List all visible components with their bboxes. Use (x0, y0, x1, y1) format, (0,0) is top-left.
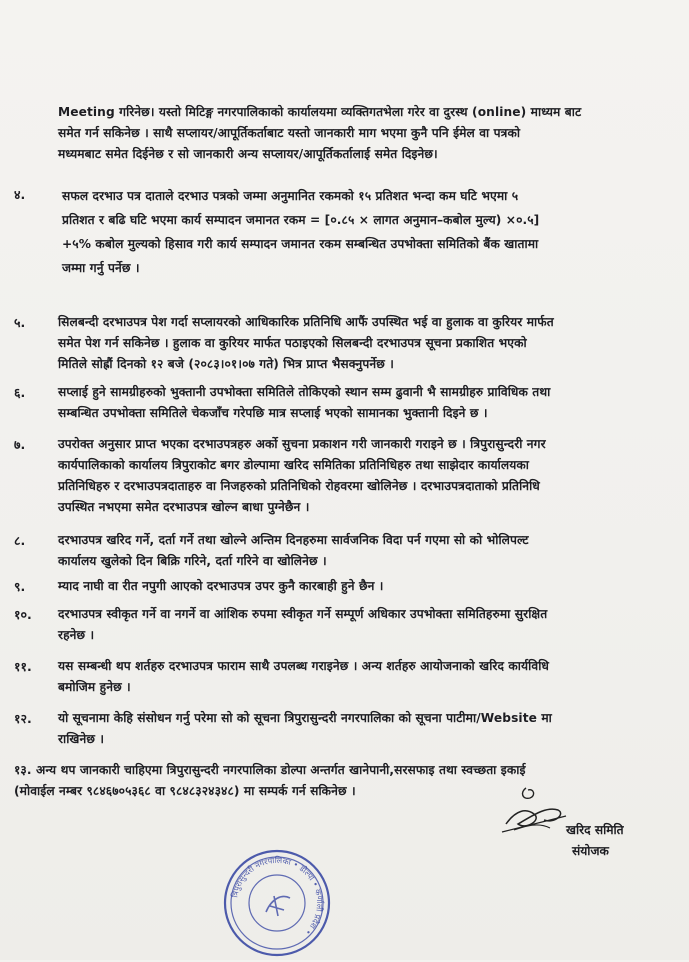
signature-position: संयोजक (572, 844, 609, 858)
item-line: उपरोक्त अनुसार प्राप्त भएका दरभाउपत्रहरु अर्को सुचना प्रकाशन गरी जानकारी गराइने छ । त्रिपुरासुन्दरी नगर (58, 437, 546, 451)
item-number: ११. (14, 659, 32, 674)
item-8-paragraph (58, 530, 650, 572)
item-number: ८. (14, 533, 26, 548)
item-5-paragraph (58, 312, 650, 375)
item-line: कार्यपालिकाको कार्यालय त्रिपुराकोट बगर डोल्पामा खरिद समितिका प्रतिनिधिहरु तथा साझेदार कार्यालयका (58, 458, 530, 472)
item-number: १२. (14, 711, 32, 726)
intro-line: समेत गर्न सकिनेछ । साथै सप्लायर/आपूर्तिकर्ताबाट यस्तो जानकारी माग भएमा कुनै पनि ईमेल वा पत्रको (58, 126, 521, 140)
item-line: उपस्थित नभएमा समेत दरभाउपत्र खोल्न बाधा पुग्नेछैन । (58, 500, 310, 514)
item-line: प्रतिनिधिहरु र दरभाउपत्रदाताहरु वा निजहरुको प्रतिनिधिको रोहवरमा खोलिनेछ । दरभाउपत्रदाताको प्रतिनिधि (58, 479, 540, 493)
item-number: १०. (14, 607, 32, 622)
item-line: यो सूचनामा केहि संसोधन गर्नु परेमा सो को सूचना त्रिपुरासुन्दरी नगरपालिका को सूचना पाटीमा/Website मा (58, 711, 552, 725)
item-line: सम्बन्धित उपभोक्ता समितिले चेकजाँच गरेपछि मात्र सप्लाई भएको सामानका भुक्तानी दिइने छ । (58, 406, 488, 420)
item-line: दरभाउपत्र खरिद गर्ने, दर्ता गर्ने तथा खोल्ने अन्तिम दिनहरुमा सार्वजनिक विदा पर्न गएमा सो को भोलिपल्ट (58, 533, 529, 547)
item-9-paragraph (58, 576, 650, 597)
item-line: सप्लाई हुने सामग्रीहरुको भुक्तानी उपभोक्ता समितिले तोकिएको स्थान सम्म ढुवानी भै सामग्रीहरु प्राविधिक तथा (58, 385, 551, 399)
svg-text:त्रिपुरासुन्दरी नगरपालिका • डो: त्रिपुरासुन्दरी नगरपालिका • डोल्पा • कर्णाली प्रदेश • (230, 855, 325, 937)
intro-paragraph (58, 102, 650, 165)
item-line: बमोजिम हुनेछ । (58, 680, 131, 694)
item-7-paragraph (58, 434, 650, 518)
item-line: कार्यालय खुलेको दिन बिक्रि गरिने, दर्ता गरिने वा खोलिनेछ । (58, 554, 327, 568)
intro-line: Meeting गरिनेछ। यस्तो मिटिङ्ग नगरपालिकाको कार्यालयमा व्यक्तिगतभेला गरेर वा दुरस्थ (online) माध्यम बाट (58, 105, 582, 119)
intro-line: मध्यमबाट समेत दिईनेछ र सो जानकारी अन्य सप्लायर/आपूर्तिकर्तालाई समेत दिइनेछ। (58, 147, 438, 161)
official-stamp (222, 848, 332, 958)
item-line: राखिनेछ । (58, 732, 105, 746)
item-line: समेत पेश गर्न सकिनेछ । हुलाक वा कुरियर मार्फत पठाइएको सिलबन्दी दरभाउपत्र सूचना प्रकाशित भएको (58, 336, 527, 350)
item-line: दरभाउपत्र स्वीकृत गर्ने वा नगर्ने वा आंशिक रुपमा स्वीकृत गर्ने सम्पूर्ण अधिकार उपभोक्ता समितिहरुमा सुरक्षित (58, 607, 548, 621)
item-6-paragraph (58, 382, 650, 424)
item-line: सिलबन्दी दरभाउपत्र पेश गर्दा सप्लायरको आधिकारिक प्रतिनिधि आफैं उपस्थित भई वा हुलाक वा कुरियर मार्फत (58, 315, 554, 329)
item-4-paragraph (62, 184, 654, 280)
item-10-paragraph (58, 604, 650, 646)
item-number: ७. (14, 437, 26, 452)
item-line: रहनेछ । (58, 628, 95, 642)
item-11-paragraph (58, 656, 650, 698)
closing-line: १३. अन्य थप जानकारी चाहिएमा त्रिपुरासुन्दरी नगरपालिका डोल्पा अन्तर्गत खानेपानी,सरसफाइ तथा स्वच्छता इकाई (14, 763, 526, 777)
item-line: जम्मा गर्नु पर्नेछ । (62, 261, 140, 275)
item-line: सफल दरभाउ पत्र दाताले दरभाउ पत्रको जम्मा अनुमानित रकमको १५ प्रतिशत भन्दा कम घटि भएमा ५ (62, 189, 519, 203)
item-number: ९. (14, 579, 26, 594)
signature-role: खरिद समिति (566, 823, 624, 837)
item-number: ५. (14, 315, 26, 330)
item-number: ४. (14, 187, 26, 202)
item-line: प्रतिशत र बढि घटि भएमा कार्य सम्पादन जमानत रकम = [०.८५ × लागत अनुमान–कबोल मुल्य) ×०.५] (62, 213, 540, 227)
item-12-paragraph (58, 708, 650, 750)
item-number: ६. (14, 385, 26, 400)
item-line: म्याद नाघी वा रीत नपुगी आएको दरभाउपत्र उपर कुनै कारबाही हुने छैन । (58, 579, 384, 593)
signature-block (566, 820, 676, 862)
item-line: मितिले सोह्रौं दिनको १२ बजे (२०८३।०१।०७ गते) भित्र प्राप्त भैसक्नुपर्नेछ । (58, 357, 394, 371)
item-line: यस सम्बन्धी थप शर्तहरु दरभाउपत्र फाराम साथै उपलब्ध गराइनेछ । अन्य शर्तहरु आयोजनाको खरिद कार्यविधि (58, 659, 549, 673)
closing-line: (मोवाईल नम्बर ९८४६७०५३६८ वा ९८४८३२४३४८) मा सम्पर्क गर्न सकिनेछ । (14, 784, 356, 798)
stamp-seal (222, 848, 332, 958)
item-line: +५% कबोल मुल्यको हिसाव गरी कार्य सम्पादन जमानत रकम सम्बन्धित उपभोक्ता समितिको बैंक खातामा (62, 237, 539, 251)
